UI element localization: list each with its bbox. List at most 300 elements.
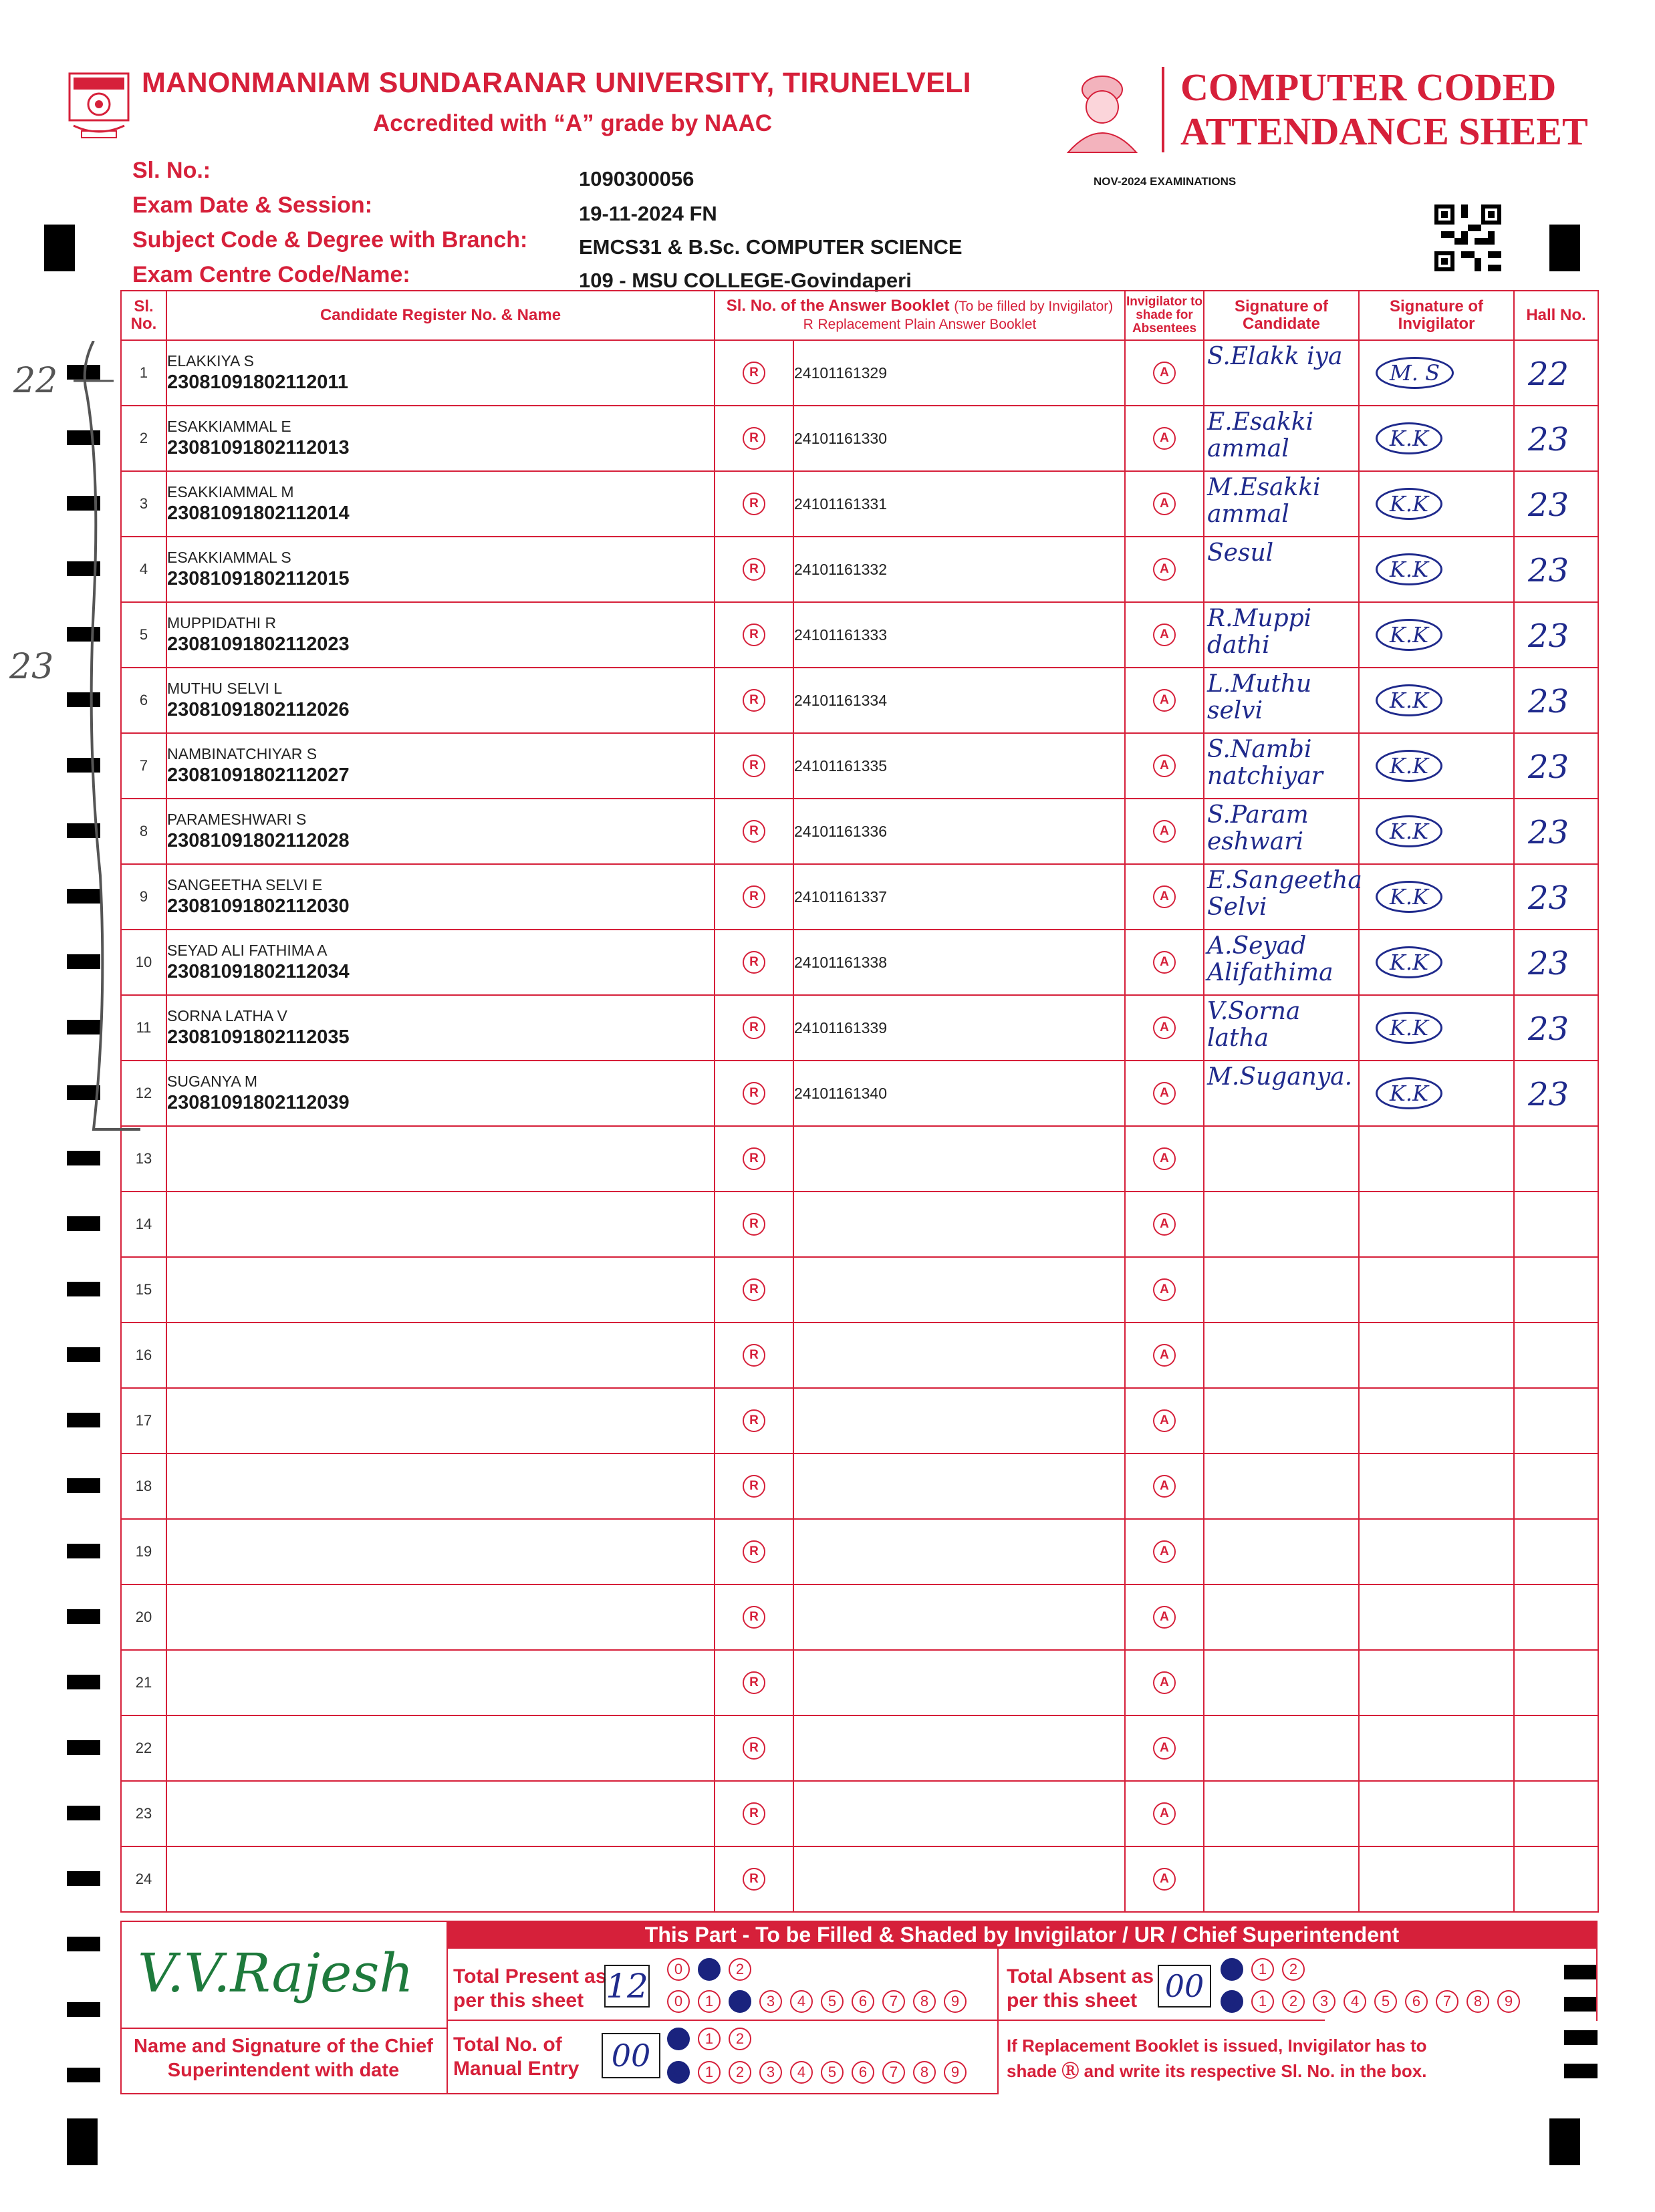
digit-bubble[interactable]: 8 <box>913 2061 936 2084</box>
candidate-name: ELAKKIYA S <box>167 352 254 370</box>
digit-bubble[interactable]: 8 <box>1467 1990 1489 2013</box>
absent-bubble[interactable]: A <box>1153 1213 1176 1236</box>
invigilator-signature-cell[interactable] <box>1359 602 1514 668</box>
replacement-bubble[interactable]: R <box>743 427 765 450</box>
manual-entry-box[interactable]: 00 <box>602 2033 660 2078</box>
digit-bubble[interactable]: 0 <box>1221 1958 1243 1981</box>
booklet-number[interactable]: 24101161333 <box>793 602 1125 668</box>
absent-cell[interactable] <box>1125 995 1204 1061</box>
timing-mark <box>67 2002 100 2017</box>
replacement-cell[interactable] <box>715 1323 793 1388</box>
candidate-signature-cell[interactable] <box>1204 1781 1359 1846</box>
absent-cell[interactable] <box>1125 1061 1204 1126</box>
col-invigilator-shade: Invigilator to shade for Absentees <box>1125 291 1204 340</box>
row-sl-no: 9 <box>121 864 166 930</box>
invigilator-signature: K.K <box>1376 1012 1442 1044</box>
absent-bubble[interactable]: A <box>1153 493 1176 515</box>
candidate-signature-cell[interactable] <box>1204 864 1362 930</box>
row-sl-no: 14 <box>121 1192 166 1257</box>
replacement-bubble[interactable]: R <box>743 1540 765 1563</box>
replacement-bubble[interactable]: R <box>743 1671 765 1694</box>
hall-number-cell[interactable] <box>1514 471 1598 537</box>
replacement-bubble[interactable]: R <box>743 885 765 908</box>
invigilator-signature-cell[interactable] <box>1359 930 1514 995</box>
replacement-bubble[interactable]: R <box>743 754 765 777</box>
replacement-cell[interactable] <box>715 340 793 406</box>
replacement-cell[interactable] <box>715 1192 793 1257</box>
hall-number-cell[interactable] <box>1514 1192 1598 1257</box>
invigilator-signature-cell[interactable] <box>1359 668 1514 733</box>
digit-bubble[interactable]: 1 <box>1251 1958 1274 1981</box>
digit-bubble[interactable]: 2 <box>729 1958 751 1981</box>
booklet-number[interactable] <box>793 1192 1125 1257</box>
absent-cell[interactable] <box>1125 1192 1204 1257</box>
invigilator-signature-cell[interactable] <box>1359 1126 1514 1192</box>
manual-units-bubbles[interactable] <box>667 2061 975 2084</box>
absent-bubble[interactable]: A <box>1153 1409 1176 1432</box>
hall-number-cell[interactable] <box>1514 340 1598 406</box>
candidate-cell <box>166 1126 715 1192</box>
booklet-number[interactable]: 24101161329 <box>793 340 1125 406</box>
booklet-number[interactable] <box>793 1257 1125 1323</box>
absent-bubble[interactable]: A <box>1153 1147 1176 1170</box>
digit-bubble[interactable]: 2 <box>1282 1958 1305 1981</box>
absent-tens-bubbles[interactable] <box>1221 1958 1313 1981</box>
replacement-bubble[interactable]: R <box>743 1016 765 1039</box>
absent-cell[interactable] <box>1125 471 1204 537</box>
hall-number-cell[interactable] <box>1514 1519 1598 1584</box>
replacement-cell[interactable] <box>715 930 793 995</box>
invigilator-signature-cell[interactable] <box>1359 340 1514 406</box>
absent-cell[interactable] <box>1125 1454 1204 1519</box>
candidate-signature-cell[interactable] <box>1204 799 1359 864</box>
absent-bubble[interactable]: A <box>1153 1868 1176 1891</box>
replacement-cell[interactable] <box>715 1781 793 1846</box>
invigilator-signature-cell[interactable] <box>1359 1519 1514 1584</box>
digit-bubble[interactable]: 1 <box>698 2061 721 2084</box>
digit-bubble[interactable]: 8 <box>913 1990 936 2013</box>
absent-cell[interactable] <box>1125 1584 1204 1650</box>
invigilator-signature-cell[interactable] <box>1359 1781 1514 1846</box>
margin-note-first: 22 <box>13 361 58 401</box>
col-candidate: Candidate Register No. & Name <box>166 291 715 340</box>
hall-number-cell[interactable] <box>1514 1257 1598 1323</box>
replacement-bubble[interactable]: R <box>743 689 765 712</box>
digit-bubble[interactable]: 3 <box>759 2061 782 2084</box>
absent-bubble[interactable]: A <box>1153 1802 1176 1825</box>
hall-number-cell[interactable] <box>1514 537 1598 602</box>
absent-bubble[interactable]: A <box>1153 1737 1176 1760</box>
absent-cell[interactable] <box>1125 1650 1204 1715</box>
hall-number: 23 <box>1528 421 1569 458</box>
invigilator-signature <box>1376 1601 1400 1604</box>
absent-bubble[interactable]: A <box>1153 1082 1176 1105</box>
candidate-signature-cell[interactable] <box>1204 995 1359 1061</box>
invigilator-signature-cell[interactable] <box>1359 537 1514 602</box>
replacement-bubble[interactable]: R <box>743 1802 765 1825</box>
hall-number-cell[interactable] <box>1514 995 1598 1061</box>
hall-number-cell[interactable] <box>1514 1846 1598 1912</box>
candidate-signature-cell[interactable] <box>1204 1323 1359 1388</box>
booklet-number[interactable] <box>793 1323 1125 1388</box>
candidate-signature-cell[interactable] <box>1204 406 1359 471</box>
invigilator-signature: K.K <box>1376 553 1442 585</box>
row-sl-no: 5 <box>121 602 166 668</box>
replacement-cell[interactable] <box>715 799 793 864</box>
booklet-number[interactable] <box>793 1388 1125 1454</box>
absent-bubble[interactable]: A <box>1153 1016 1176 1039</box>
replacement-bubble[interactable]: R <box>743 1868 765 1891</box>
digit-bubble[interactable]: 2 <box>729 2061 751 2084</box>
hall-number-cell[interactable] <box>1514 799 1598 864</box>
booklet-number[interactable]: 24101161337 <box>793 864 1125 930</box>
invigilator-signature-cell[interactable] <box>1359 1715 1514 1781</box>
invigilator-signature-cell[interactable] <box>1359 864 1514 930</box>
hall-number-cell[interactable] <box>1514 1650 1598 1715</box>
col-replacement-glyph: R <box>803 317 813 332</box>
digit-bubble[interactable]: 7 <box>1436 1990 1458 2013</box>
digit-bubble[interactable]: 6 <box>852 2061 874 2084</box>
absent-bubble[interactable]: A <box>1153 362 1176 384</box>
margin-note-second: 23 <box>9 647 54 687</box>
booklet-number[interactable] <box>793 1519 1125 1584</box>
booklet-number[interactable]: 24101161330 <box>793 406 1125 471</box>
digit-bubble[interactable]: 9 <box>1497 1990 1520 2013</box>
invigilator-signature-cell[interactable] <box>1359 995 1514 1061</box>
absent-bubble[interactable]: A <box>1153 1278 1176 1301</box>
replacement-cell[interactable] <box>715 1650 793 1715</box>
replacement-bubble[interactable]: R <box>743 820 765 843</box>
candidate-signature-cell[interactable] <box>1204 1715 1359 1781</box>
replacement-bubble[interactable]: R <box>743 1213 765 1236</box>
replacement-cell[interactable] <box>715 1126 793 1192</box>
digit-bubble[interactable]: 4 <box>790 2061 813 2084</box>
absent-units-bubbles[interactable] <box>1221 1990 1528 2013</box>
hall-number-cell[interactable] <box>1514 1388 1598 1454</box>
absent-cell[interactable] <box>1125 406 1204 471</box>
absent-cell[interactable] <box>1125 537 1204 602</box>
exam-date-label: Exam Date & Session: <box>132 192 373 218</box>
hall-number-cell[interactable] <box>1514 733 1598 799</box>
candidate-signature-cell[interactable] <box>1204 1257 1359 1323</box>
candidate-signature-cell[interactable] <box>1204 1584 1359 1650</box>
absent-cell[interactable] <box>1125 602 1204 668</box>
absent-bubble[interactable]: A <box>1153 1475 1176 1498</box>
table-row <box>121 1126 1598 1192</box>
manual-tens-bubbles[interactable] <box>667 2028 759 2050</box>
digit-bubble[interactable]: 4 <box>1344 1990 1366 2013</box>
digit-bubble[interactable]: 5 <box>821 1990 844 2013</box>
absent-bubble[interactable]: A <box>1153 427 1176 450</box>
absent-cell[interactable] <box>1125 1323 1204 1388</box>
invigilator-signature-cell[interactable] <box>1359 471 1514 537</box>
invigilator-signature-cell[interactable] <box>1359 1454 1514 1519</box>
invigilator-signature-cell[interactable] <box>1359 1061 1514 1126</box>
registration-mark <box>1549 225 1580 271</box>
replacement-cell[interactable] <box>715 406 793 471</box>
candidate-cell <box>166 602 715 668</box>
footer-section <box>120 1921 1598 2094</box>
booklet-number[interactable]: 24101161335 <box>793 733 1125 799</box>
replacement-bubble[interactable]: R <box>743 1082 765 1105</box>
digit-bubble[interactable]: 9 <box>944 1990 967 2013</box>
booklet-number[interactable] <box>793 1126 1125 1192</box>
replacement-cell[interactable] <box>715 1454 793 1519</box>
replacement-bubble[interactable]: R <box>743 1409 765 1432</box>
replacement-cell[interactable] <box>715 864 793 930</box>
replacement-cell[interactable] <box>715 1846 793 1912</box>
booklet-number[interactable]: 24101161332 <box>793 537 1125 602</box>
replacement-bubble[interactable]: R <box>743 1344 765 1367</box>
invigilator-signature-cell[interactable] <box>1359 1846 1514 1912</box>
invigilator-signature-cell[interactable] <box>1359 406 1514 471</box>
replacement-bubble[interactable]: R <box>743 558 765 581</box>
absent-cell[interactable] <box>1125 1715 1204 1781</box>
hall-number-cell[interactable] <box>1514 930 1598 995</box>
manual-entry-label: Total No. of Manual Entry <box>453 2034 580 2080</box>
digit-bubble[interactable]: 1 <box>698 2028 721 2050</box>
replacement-bubble[interactable]: R <box>743 493 765 515</box>
table-row <box>121 668 1598 733</box>
invigilator-signature <box>1376 1208 1400 1211</box>
total-absent-box[interactable]: 00 <box>1158 1965 1211 2008</box>
table-row <box>121 1454 1598 1519</box>
candidate-signature-cell[interactable] <box>1204 1388 1359 1454</box>
hall-number: 23 <box>1528 683 1569 720</box>
booklet-number[interactable] <box>793 1650 1125 1715</box>
digit-bubble[interactable]: 1 <box>698 1990 721 2013</box>
candidate-signature-cell[interactable] <box>1204 1126 1359 1192</box>
present-units-bubbles[interactable] <box>667 1990 975 2013</box>
absent-bubble[interactable]: A <box>1153 558 1176 581</box>
candidate-signature: Sesul <box>1207 539 1274 567</box>
row-sl-no: 19 <box>121 1519 166 1584</box>
hall-number-cell[interactable] <box>1514 864 1598 930</box>
digit-bubble[interactable]: 3 <box>759 1990 782 2013</box>
candidate-signature-cell[interactable] <box>1204 930 1359 995</box>
table-row <box>121 340 1598 406</box>
replacement-cell[interactable] <box>715 1715 793 1781</box>
replacement-cell[interactable] <box>715 537 793 602</box>
invigilator-signature-cell[interactable] <box>1359 1257 1514 1323</box>
total-present-box[interactable]: 12 <box>604 1965 650 2008</box>
absent-cell[interactable] <box>1125 1388 1204 1454</box>
digit-bubble[interactable]: 5 <box>821 2061 844 2084</box>
digit-bubble[interactable]: 7 <box>882 2061 905 2084</box>
digit-bubble[interactable]: 6 <box>1405 1990 1428 2013</box>
candidate-signature-cell[interactable] <box>1204 602 1359 668</box>
footer-border <box>120 2028 447 2029</box>
absent-cell[interactable] <box>1125 864 1204 930</box>
booklet-number[interactable]: 24101161340 <box>793 1061 1125 1126</box>
hall-number: 23 <box>1528 748 1569 786</box>
candidate-signature-cell[interactable] <box>1204 733 1359 799</box>
replacement-cell[interactable] <box>715 1061 793 1126</box>
invigilator-signature-cell[interactable] <box>1359 1584 1514 1650</box>
digit-bubble[interactable]: 0 <box>667 2061 690 2084</box>
hall-number-cell[interactable] <box>1514 602 1598 668</box>
total-present-label: Total Present as per this sheet <box>453 1965 607 2012</box>
candidate-signature-cell[interactable] <box>1204 340 1359 406</box>
table-row <box>121 1781 1598 1846</box>
hall-number-cell[interactable] <box>1514 1781 1598 1846</box>
table-row <box>121 799 1598 864</box>
digit-bubble[interactable]: 5 <box>1374 1990 1397 2013</box>
candidate-signature-cell[interactable] <box>1204 1061 1359 1126</box>
exam-date-value: 19-11-2024 FN <box>579 202 717 225</box>
replacement-cell[interactable] <box>715 668 793 733</box>
table-row <box>121 406 1598 471</box>
booklet-number[interactable]: 24101161338 <box>793 930 1125 995</box>
digit-bubble[interactable]: 0 <box>667 2028 690 2050</box>
absent-cell[interactable] <box>1125 930 1204 995</box>
absent-bubble[interactable]: A <box>1153 624 1176 646</box>
invigilator-signature: K.K <box>1376 1077 1442 1109</box>
table-row <box>121 1584 1598 1650</box>
absent-cell[interactable] <box>1125 1781 1204 1846</box>
table-row <box>121 995 1598 1061</box>
booklet-number[interactable] <box>793 1781 1125 1846</box>
candidate-signature: S.Param eshwari <box>1207 801 1309 855</box>
candidate-signature-cell[interactable] <box>1204 1454 1359 1519</box>
digit-bubble[interactable]: 1 <box>1251 1990 1274 2013</box>
invigilator-signature <box>1376 1863 1400 1866</box>
register-number: 23081091802112011 <box>167 372 348 393</box>
examinations-label: NOV-2024 EXAMINATIONS <box>1094 175 1237 188</box>
replacement-cell[interactable] <box>715 733 793 799</box>
absent-bubble[interactable]: A <box>1153 1671 1176 1694</box>
absent-bubble[interactable]: A <box>1153 951 1176 974</box>
replacement-cell[interactable] <box>715 471 793 537</box>
accreditation-text: Accredited with “A” grade by NAAC <box>373 110 773 136</box>
hall-number-cell[interactable] <box>1514 1323 1598 1388</box>
hall-number-cell[interactable] <box>1514 668 1598 733</box>
replacement-cell[interactable] <box>715 995 793 1061</box>
digit-bubble[interactable]: 0 <box>667 1958 690 1981</box>
invigilator-signature: K.K <box>1376 619 1442 651</box>
digit-bubble[interactable]: 6 <box>852 1990 874 2013</box>
hall-number-cell[interactable] <box>1514 1715 1598 1781</box>
booklet-number[interactable]: 24101161339 <box>793 995 1125 1061</box>
footer-border <box>120 1921 447 1922</box>
replacement-cell[interactable] <box>715 1257 793 1323</box>
digit-bubble[interactable]: 0 <box>1221 1990 1243 2013</box>
candidate-signature-cell[interactable] <box>1204 1519 1359 1584</box>
invigilator-signature-cell[interactable] <box>1359 733 1514 799</box>
replacement-bubble[interactable]: R <box>743 1737 765 1760</box>
replacement-bubble[interactable]: R <box>743 1606 765 1629</box>
replacement-cell[interactable] <box>715 602 793 668</box>
booklet-number[interactable]: 24101161334 <box>793 668 1125 733</box>
booklet-number[interactable]: 24101161331 <box>793 471 1125 537</box>
digit-bubble[interactable]: 2 <box>729 1990 751 2013</box>
replacement-bubble[interactable]: R <box>743 362 765 384</box>
absent-bubble[interactable]: A <box>1153 754 1176 777</box>
digit-bubble[interactable]: 0 <box>667 1990 690 2013</box>
invigilator-signature-cell[interactable] <box>1359 1650 1514 1715</box>
digit-bubble[interactable]: 7 <box>882 1990 905 2013</box>
candidate-cell <box>166 406 715 471</box>
digit-bubble[interactable]: 1 <box>698 1958 721 1981</box>
hall-number-cell[interactable] <box>1514 406 1598 471</box>
booklet-number[interactable] <box>793 1584 1125 1650</box>
hall-number-cell[interactable] <box>1514 1584 1598 1650</box>
candidate-signature-cell[interactable] <box>1204 471 1359 537</box>
absent-bubble[interactable]: A <box>1153 820 1176 843</box>
absent-cell[interactable] <box>1125 1846 1204 1912</box>
booklet-number[interactable] <box>793 1715 1125 1781</box>
absent-cell[interactable] <box>1125 1519 1204 1584</box>
register-number: 23081091802112023 <box>167 634 350 655</box>
booklet-number[interactable] <box>793 1454 1125 1519</box>
invigilator-signature-cell[interactable] <box>1359 1388 1514 1454</box>
hall-number: 23 <box>1528 1010 1569 1048</box>
invigilator-signature-cell[interactable] <box>1359 1323 1514 1388</box>
replacement-bubble[interactable]: R <box>743 624 765 646</box>
absent-bubble[interactable]: A <box>1153 1344 1176 1367</box>
replacement-cell[interactable] <box>715 1584 793 1650</box>
booklet-number[interactable]: 24101161336 <box>793 799 1125 864</box>
digit-bubble[interactable]: 2 <box>729 2028 751 2050</box>
absent-cell[interactable] <box>1125 1257 1204 1323</box>
header-divider <box>1162 67 1164 152</box>
absent-bubble[interactable]: A <box>1153 885 1176 908</box>
replacement-bubble[interactable]: R <box>743 1147 765 1170</box>
invigilator-signature-cell[interactable] <box>1359 1192 1514 1257</box>
digit-bubble[interactable]: 4 <box>790 1990 813 2013</box>
digit-bubble[interactable]: 2 <box>1282 1990 1305 2013</box>
absent-cell[interactable] <box>1125 733 1204 799</box>
candidate-signature-cell[interactable] <box>1204 1192 1359 1257</box>
absent-cell[interactable] <box>1125 1126 1204 1192</box>
candidate-signature-cell[interactable] <box>1204 537 1359 602</box>
replacement-cell[interactable] <box>715 1388 793 1454</box>
digit-bubble[interactable]: 9 <box>944 2061 967 2084</box>
col-sig-candidate: Signature of Candidate <box>1204 291 1359 340</box>
registration-mark <box>67 2118 98 2165</box>
absent-bubble[interactable]: A <box>1153 1606 1176 1629</box>
register-number: 23081091802112035 <box>167 1026 350 1048</box>
candidate-name: ESAKKIAMMAL S <box>167 549 291 566</box>
absent-bubble[interactable]: A <box>1153 1540 1176 1563</box>
absent-bubble[interactable]: A <box>1153 689 1176 712</box>
row-sl-no: 12 <box>121 1061 166 1126</box>
absent-cell[interactable] <box>1125 668 1204 733</box>
hall-number-cell[interactable] <box>1514 1061 1598 1126</box>
table-row <box>121 930 1598 995</box>
invigilator-signature-cell[interactable] <box>1359 799 1514 864</box>
hall-number-cell[interactable] <box>1514 1126 1598 1192</box>
row-sl-no: 13 <box>121 1126 166 1192</box>
candidate-signature-cell[interactable] <box>1204 1846 1359 1912</box>
absent-cell[interactable] <box>1125 799 1204 864</box>
replacement-cell[interactable] <box>715 1519 793 1584</box>
digit-bubble[interactable]: 3 <box>1313 1990 1335 2013</box>
replacement-bubble[interactable]: R <box>743 951 765 974</box>
candidate-signature-cell[interactable] <box>1204 1650 1359 1715</box>
hall-number-cell[interactable] <box>1514 1454 1598 1519</box>
present-tens-bubbles[interactable] <box>667 1958 759 1981</box>
candidate-signature-cell[interactable] <box>1204 668 1359 733</box>
booklet-number[interactable] <box>793 1846 1125 1912</box>
candidate-cell <box>166 668 715 733</box>
candidate-name: SORNA LATHA V <box>167 1007 287 1024</box>
absent-cell[interactable] <box>1125 340 1204 406</box>
replacement-bubble[interactable]: R <box>743 1278 765 1301</box>
timing-mark <box>67 1609 100 1624</box>
replacement-bubble[interactable]: R <box>743 1475 765 1498</box>
candidate-cell <box>166 1388 715 1454</box>
